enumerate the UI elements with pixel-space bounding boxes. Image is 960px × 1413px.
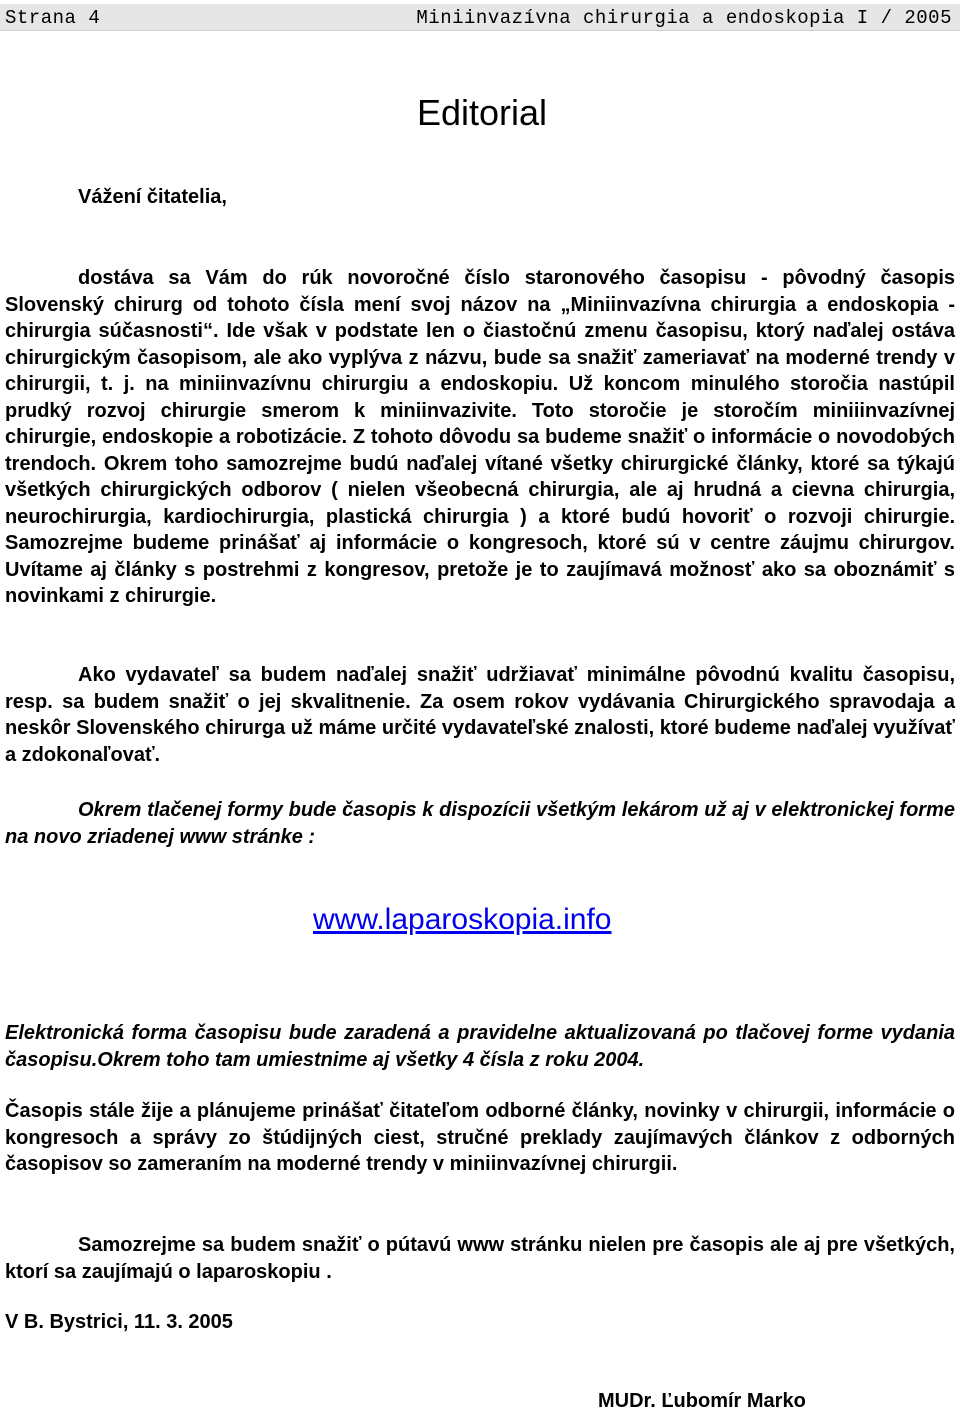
paragraph-electronic-update: Elektronická forma časopisu bude zaradená a pravidelne aktualizovaná po tlačovej forme vydania časopisu.Okrem toho tam umiestnime aj všetky 4 čísla z roku 2004. (5, 1022, 955, 1071)
greeting: Vážení čitatelia, (78, 186, 227, 208)
paragraph-journal-plans: Časopis stále žije a plánujeme prinášať čitateľom odborné články, novinky v chirurgii, informácie o kongresoch a správy zo štúdijných ciest, stručné preklady zaujímavých článkov z odborných časopisov so zameraním na moderné trendy v miniinvazívnej chirurgii. (5, 1100, 955, 1175)
page-title (0, 92, 960, 134)
paragraph-publisher: Ako vydavateľ sa budem naďalej snažiť udržiavať minimálne pôvodnú kvalitu časopisu, resp. sa budem snažiť o jej skvalitnenie. Za osem rokov vydávania Chirurgického spravodaja a neskôr Slovenského chirurga už máme určité vydavateľské znalosti, ktoré budeme naďalej využívať a zdokonaľovať. (5, 664, 955, 766)
page-number: Strana 4 (5, 7, 101, 29)
paragraph-intro: dostáva sa Vám do rúk novoročné číslo staronového časopisu - pôvodný časopis Slovenský chirurg od tohoto čísla mení svoj názov na „Miniinvazívna chirurgia a endoskopia - chirurgia súčasnosti“. Ide však v podstate len o čiastočnú zmenu časopisu, ktorý naďalej ostáva chirurgickým časopisom, ale ako vyplýva z názvu, bude sa snažiť zameriavať na moderné trendy v chirurgii, t. j. na miniinvazívnu chirurgiu a endoskopiu. Už koncom minulého storočia nastúpil prudký rozvoj chirurgie smerom k miniinvazivite. Toto storočie je storočím miniiinvazívnej chirurgie, endoskopie a robotizácie. Z tohoto dôvodu sa budeme snažiť o informácie o novodobých trendoch. Okrem toho samozrejme budú naďalej vítané všetky chirurgické články, ktoré sa týkajú všetkých chirurgických odborov ( nielen všeobecná chirurgia, ale aj hrudná a cievna chirurgia, neurochirurgia, kardiochirurgia, plastická chirurgia ) a ktoré budú hovoriť o rozvoji chirurgie. Samozrejme budeme prinášať aj informácie o kongresoch, ktoré sú v centre záujmu chirurgov. Uvítame aj články s postrehmi z kongresov, pretože je to zaujímavá možnosť ako sa oboznámiť s novinkami z chirurgie. (5, 267, 955, 607)
paragraph-electronic-form: Okrem tlačenej formy bude časopis k dispozícii všetkým lekárom už aj v elektronickej forme na novo zriadenej www stránke : (5, 799, 955, 848)
signature: MUDr. Ľubomír Marko (598, 1390, 806, 1412)
journal-issue: Miniinvazívna chirurgia a endoskopia I / 2005 (416, 7, 952, 29)
place-date: V B. Bystrici, 11. 3. 2005 (5, 1311, 233, 1333)
website-link[interactable]: www.laparoskopia.info (313, 903, 612, 936)
page-title-text: Editorial (416, 92, 548, 133)
page-header (0, 4, 960, 31)
paragraph-website: Samozrejme sa budem snažiť o pútavú www stránku nielen pre časopis ale aj pre všetkých, ktorí sa zaujímajú o laparoskopiu . (5, 1234, 955, 1283)
